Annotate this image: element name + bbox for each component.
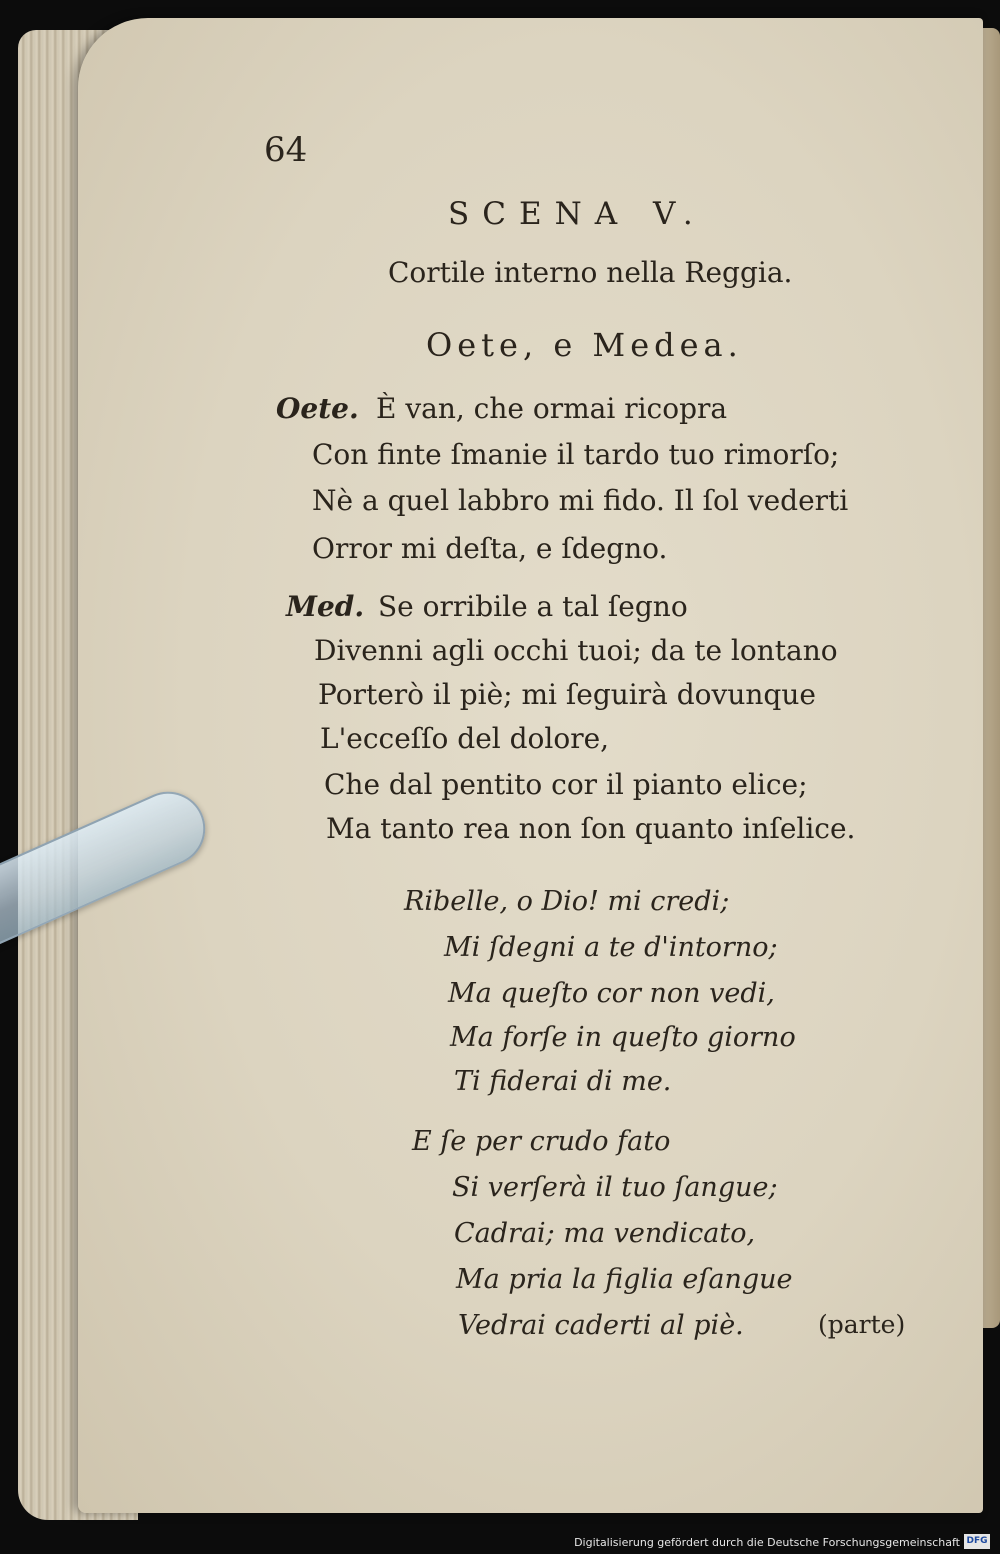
aria-line: Cadrai; ma vendicato, [454, 1218, 756, 1249]
aria-line: Mi ſdegni a te d'intorno; [444, 932, 778, 963]
aria-line: Ribelle, o Dio! mi credi; [404, 886, 730, 917]
verse-line: Nè a quel labbro mi fido. Il ſol vederti [312, 484, 849, 517]
dfg-logo: DFG [964, 1534, 990, 1549]
verse-line: L'eccеſſo del dolore, [320, 722, 610, 755]
verse-line: Porterò il piè; mi ſeguirà dovunque [318, 678, 816, 711]
stage-direction: (parte) [818, 1310, 906, 1339]
verse-line: Orror mi deſta, e ſdegno. [312, 532, 668, 565]
aria-line: Ma queſto cor non vedi, [448, 978, 775, 1009]
speaker-oete: Oete. [276, 392, 359, 425]
page-number: 64 [264, 130, 308, 170]
scene-title: SCENA V. [448, 196, 706, 232]
verse-line: Se orribile a tal ſegno [378, 590, 688, 623]
verse-line: Che dal pentito cor il pianto elice; [324, 768, 808, 801]
aria-line: E ſe per crudo fato [412, 1126, 671, 1157]
verse-line: Ma tanto rea non ſon quanto inſelice. [326, 812, 856, 845]
verse-line: Con finte ſmanie il tardo tuo rimorſo; [312, 438, 840, 471]
verse-line: Divenni agli occhi tuoi; da te lontano [314, 634, 838, 667]
aria-line: Si verſerà il tuo ſangue; [452, 1172, 778, 1203]
scene-characters: Oete, e Medea. [426, 326, 743, 364]
digitization-credit: Digitalisierung gefördert durch die Deutsche Forschungsgemeinschaft [574, 1536, 960, 1549]
verse-line: È van, che ormai ricopra [376, 392, 728, 425]
speaker-medea: Med. [286, 590, 365, 623]
aria-line: Ti fiderai di me. [454, 1066, 672, 1097]
aria-line: Ma forſe in queſto giorno [450, 1022, 796, 1053]
scene-setting: Cortile interno nella Reggia. [388, 256, 793, 289]
aria-line: Ma pria la figlia eſangue [456, 1264, 793, 1295]
aria-line: Vedrai caderti al piè. [458, 1310, 744, 1341]
